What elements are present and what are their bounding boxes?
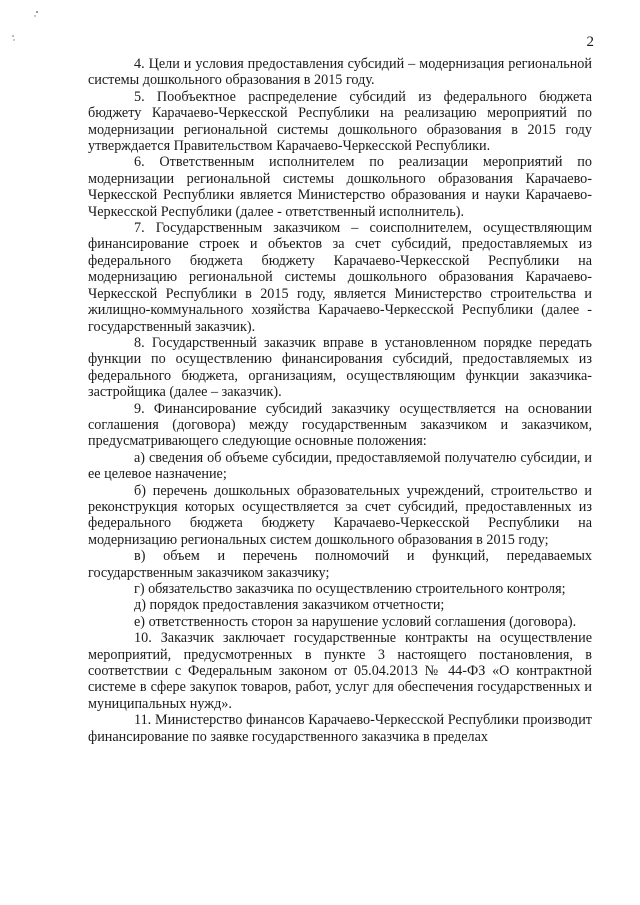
- list-item-b: б) перечень дошкольных образовательных учреждений, строительство и реконструкция которых осуществляется за счет субсидий, предоставленных из федерального бюджета бюджету Карачаево-Черкесской Республики на модернизацию региональных систем дошкольного образования в 2015 году;: [88, 482, 592, 548]
- list-item-g: г) обязательство заказчика по осуществлению строительного контроля;: [134, 581, 566, 597]
- paragraph-4: 4. Цели и условия предоставления субсидий – модернизация региональной системы дошкольного образования в 2015 году.: [88, 56, 592, 89]
- paragraph-7: 7. Государственным заказчиком – соисполнителем, осуществляющим финансирование строек и объектов за счет субсидий, предоставляемых из федерального бюджета бюджету Карачаево-Черкесской Республики на модернизацию региональной системы дошкольного образования Карачаево-Черкесской Республики в 2015 году, является Министерство строительства и жилищно-коммунального хозяйства Карачаево-Черкесской Республики (далее - государственный заказчик).: [88, 220, 592, 335]
- paragraph-6: 6. Ответственным исполнителем по реализации мероприятий по модернизации региональной системы дошкольного образования Карачаево-Черкесской Республики является Министерство образования и науки Карачаево-Черкесской Республики (далее - ответственный исполнитель).: [88, 154, 592, 220]
- paragraph-8: 8. Государственный заказчик вправе в установленном порядке передать функции по осуществлению финансирования субсидий, предоставляемых из федерального бюджета, организациям, осуществляющим функции заказчика-застройщика (далее – заказчик).: [88, 334, 592, 401]
- paragraph-10: 10. Заказчик заключает государственные контракты на осуществление мероприятий, предусмотренных в пункте 3 настоящего постановления, в соответствии с Федеральным законом от 05.04.2013 № 44-ФЗ «О контрактной системе в сфере закупок товаров, работ, услуг для обеспечения государственных и муниципальных нужд».: [88, 630, 592, 712]
- page-number: 2: [586, 34, 594, 50]
- list-item-d: д) порядок предоставления заказчиком отчетности;: [134, 597, 445, 614]
- document-body: [88, 56, 592, 745]
- paragraph-11: 11. Министерство финансов Карачаево-Черкесской Республики производит финансирование по заявке государственного заказчика в пределах: [88, 712, 592, 745]
- list-item-v: в) объем и перечень полномочий и функций, передаваемых государственным заказчиком заказчику;: [88, 548, 592, 581]
- list-item-e: е) ответственность сторон за нарушение условий соглашения (договора).: [134, 613, 577, 630]
- paragraph-9: 9. Финансирование субсидий заказчику осуществляется на основании соглашения (договора) между государственным заказчиком и заказчиком, предусматривающего следующие основные положения:: [88, 400, 592, 450]
- paragraph-5: 5. Пообъектное распределение субсидий из федерального бюджета бюджету Карачаево-Черкесской Республики на реализацию мероприятий по модернизации региональной системы дошкольного образования в 2015 году утверждается Правительством Карачаево-Черкесской Республики.: [88, 88, 592, 155]
- scan-artifact-marks: [6, 6, 46, 46]
- list-item-a: а) сведения об объеме субсидии, предоставляемой получателю субсидии, и ее целевое назначение;: [88, 449, 592, 483]
